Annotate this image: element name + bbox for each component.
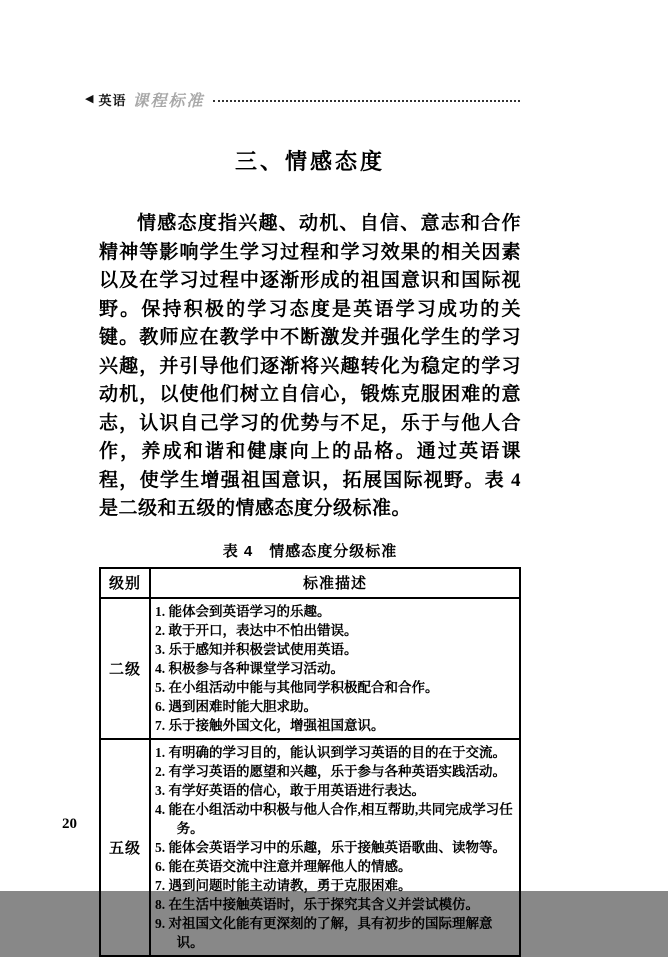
list-item: 7. 遇到问题时能主动请教，勇于克服困难。 bbox=[155, 877, 412, 893]
table-header-row bbox=[100, 568, 520, 598]
list-item: 3. 乐于感知并积极尝试使用英语。 bbox=[155, 641, 358, 657]
column-header-description: 标准描述 bbox=[150, 568, 520, 598]
list-item: 4. 积极参与各种课堂学习活动。 bbox=[155, 660, 344, 676]
list-item: 1. 有明确的学习目的，能认识到学习英语的目的在于交流。 bbox=[155, 744, 506, 760]
list-item: 7. 乐于接触外国文化，增强祖国意识。 bbox=[155, 717, 385, 733]
list-item: 1. 能体会到英语学习的乐趣。 bbox=[155, 603, 331, 619]
table-row-level2 bbox=[100, 598, 520, 739]
list-item: 5. 在小组活动中能与其他同学积极配合和合作。 bbox=[155, 679, 439, 695]
left-triangle-icon: ◀ bbox=[85, 92, 94, 105]
body-paragraph: 情感态度指兴趣、动机、自信、意志和合作精神等影响学生学习过程和学习效果的相关因素以及在学习过程中逐渐形成的祖国意识和国际视野。保持积极的学习态度是英语学习成功的关键。教师应在教学中不断激发并强化学生的学习兴趣，并引导他们逐渐将兴趣转化为稳定的学习动机，以使他们树立自信心，锻炼克服困难的意志，认识自己学习的优势与不足，乐于与他人合作，养成和谐和健康向上的品格。通过英语课程，使学生增强祖国意识，拓展国际视野。表 4 是二级和五级的情感态度分级标准。 bbox=[99, 213, 521, 519]
level5-description-cell bbox=[150, 739, 520, 956]
list-item: 2. 有学习英语的愿望和兴趣，乐于参与各种英语实践活动。 bbox=[155, 763, 506, 779]
level2-description-cell bbox=[150, 598, 520, 739]
list-item: 8. 在生活中接触英语时，乐于探究其含义并尝试模仿。 bbox=[155, 896, 479, 912]
list-item: 9. 对祖国文化能有更深刻的了解，具有初步的国际理解意识。 bbox=[155, 915, 493, 950]
column-header-level: 级别 bbox=[100, 568, 150, 598]
standards-table bbox=[99, 567, 521, 957]
running-head bbox=[85, 90, 520, 108]
dotted-rule bbox=[213, 100, 521, 102]
list-item: 6. 遇到困难时能大胆求助。 bbox=[155, 698, 317, 714]
book-title: 英语 bbox=[98, 92, 127, 108]
table-caption: 表 4 情感态度分级标准 bbox=[222, 542, 398, 560]
list-item: 3. 有学好英语的信心，敢于用英语进行表达。 bbox=[155, 782, 425, 798]
list-item: 4. 能在小组活动中积极与他人合作,相互帮助,共同完成学习任务。 bbox=[155, 801, 513, 836]
book-subtitle: 课程标准 bbox=[132, 92, 205, 110]
section-title: 三、情感态度 bbox=[234, 149, 385, 174]
list-item: 2. 敢于开口，表达中不怕出错误。 bbox=[155, 622, 358, 638]
table-row-level5 bbox=[100, 739, 520, 956]
level-label: 五级 bbox=[100, 739, 150, 956]
page-number: 20 bbox=[62, 816, 77, 832]
level-label: 二级 bbox=[100, 598, 150, 739]
page-content bbox=[99, 145, 521, 957]
list-item: 5. 能体会英语学习中的乐趣，乐于接触英语歌曲、读物等。 bbox=[155, 839, 506, 855]
list-item: 6. 能在英语交流中注意并理解他人的情感。 bbox=[155, 858, 412, 874]
